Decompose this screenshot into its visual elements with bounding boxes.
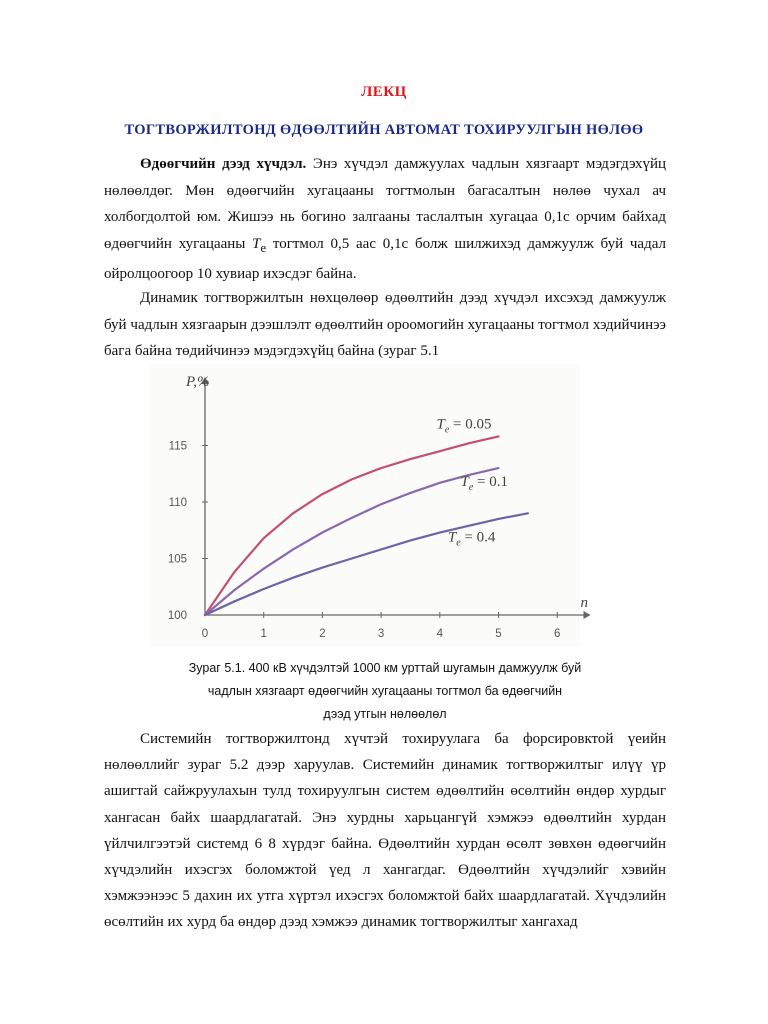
series-label: $T_e = 0.05$ <box>436 416 492 436</box>
y-tick-label: 110 <box>168 497 187 509</box>
x-tick-label: 3 <box>377 628 385 640</box>
series-line-1 <box>205 436 499 615</box>
x-tick-label: 2 <box>319 628 326 640</box>
x-tick-label: 0 <box>201 628 209 640</box>
paragraph-regulation <box>104 726 666 936</box>
series-label: $T_e = 0.1$ <box>460 474 509 494</box>
figure-caption-line: чадлын хязгаарт өдөөгчийн хугацааны тогтмол ба өдөөгчийн <box>207 684 563 698</box>
lecture-heading: ЛЕКЦ <box>361 84 407 100</box>
power-limit-chart <box>150 364 589 646</box>
x-tick-label: 4 <box>436 628 444 640</box>
x-tick-label: 6 <box>553 628 561 640</box>
figure-caption-line: Зураг 5.1. 400 кВ хүчдэлтэй 1000 км урттай шугамын дамжуулж буй <box>188 661 582 675</box>
paragraph-text: тогтмол 0,5 аас 0,1с болж шилжихэд дамжуулж буй чадал ойролцоогоор 10 хувиар ихэсдэг байна. <box>104 235 666 282</box>
y-tick-label: 100 <box>167 610 187 622</box>
time-constant-symbol: T <box>252 235 261 252</box>
document-title: ТОГТВОРЖИЛТОНД ӨДӨӨЛТИЙН АВТОМАТ ТОХИРУУЛГЫН НӨЛӨӨ <box>124 122 644 138</box>
y-axis-label: P,% <box>186 374 210 390</box>
y-tick-label: 105 <box>167 553 187 566</box>
time-constant-subscript: e <box>260 240 267 255</box>
series-label: $T_e = 0.4$ <box>447 529 496 549</box>
paragraph-text: Энэ хүчдэл дамжуулах чадлын хязгаарт мэдэгдэхүйц нөлөөлдөг. Мөн өдөөгчийн хугацааны тогтмолын багасалтын нөлөө чухал ач холбогдолтой юм. Жишээ нь богино залгааны таслалтын хугацаа 0,1с орчим байхад өдөөгчийн хугацааны <box>104 156 666 252</box>
y-tick-label: 115 <box>168 440 187 453</box>
paragraph-dynamic-stability <box>104 285 666 365</box>
paragraph-text: Динамик тогтворжилтын нөхцөлөөр өдөөлтийн дээд хүчдэл ихсэхэд дамжуулж буй чадлын хязгаарын дээшлэлт өдөөлтийн ороомогийн хугацааны тогтмол хэдийчинээ бага байна төдийчинээ мэдэгдэхүйц байна (зураг 5.1 <box>104 290 666 359</box>
paragraph-excitation-voltage <box>104 151 666 288</box>
paragraph-lead: Өдөөгчийн дээд хүчдэл. <box>140 156 307 172</box>
figure-caption-line: дээд утгын нөлөөлөл <box>323 707 447 721</box>
figure-5-1 <box>150 364 589 646</box>
x-tick-label: 1 <box>260 628 267 640</box>
x-axis-label: n <box>580 595 589 611</box>
x-tick-label: 5 <box>495 628 502 640</box>
paragraph-text: Системийн тогтворжилтонд хүчтэй тохируулага ба форсировктой үеийн нөлөөллийг зураг 5.2 дээр харуулав. Системийн динамик тогтворжилтыг илүү үр ашигтай сайжруулахын тулд тохируулгын систем өдөөлтийн өсөлтийн өндөр хурдыг хангасан байх шаардлагатай. Энэ хурдны харьцангүй хэмжээ өдөөлтийн хурдан үйлчилгээтэй системд 6 8 хүрдэг байна. Өдөөлтийн хурдан өсөлт зөвхөн өдөөгчийн хүчдэлийн ихэсгэх боломжтой үед л хангагдаг. Өдөөлтийн хүчдэлийг хэвийн хэмжээнээс 5 дахин их утга хүртэл ихэсгэх боломжтой байх шаардлагатай. Хүчдэлийн өсөлтийн их хурд ба өндөр дээд хэмжээ динамик тогтворжилтыг хангахад <box>104 731 666 931</box>
